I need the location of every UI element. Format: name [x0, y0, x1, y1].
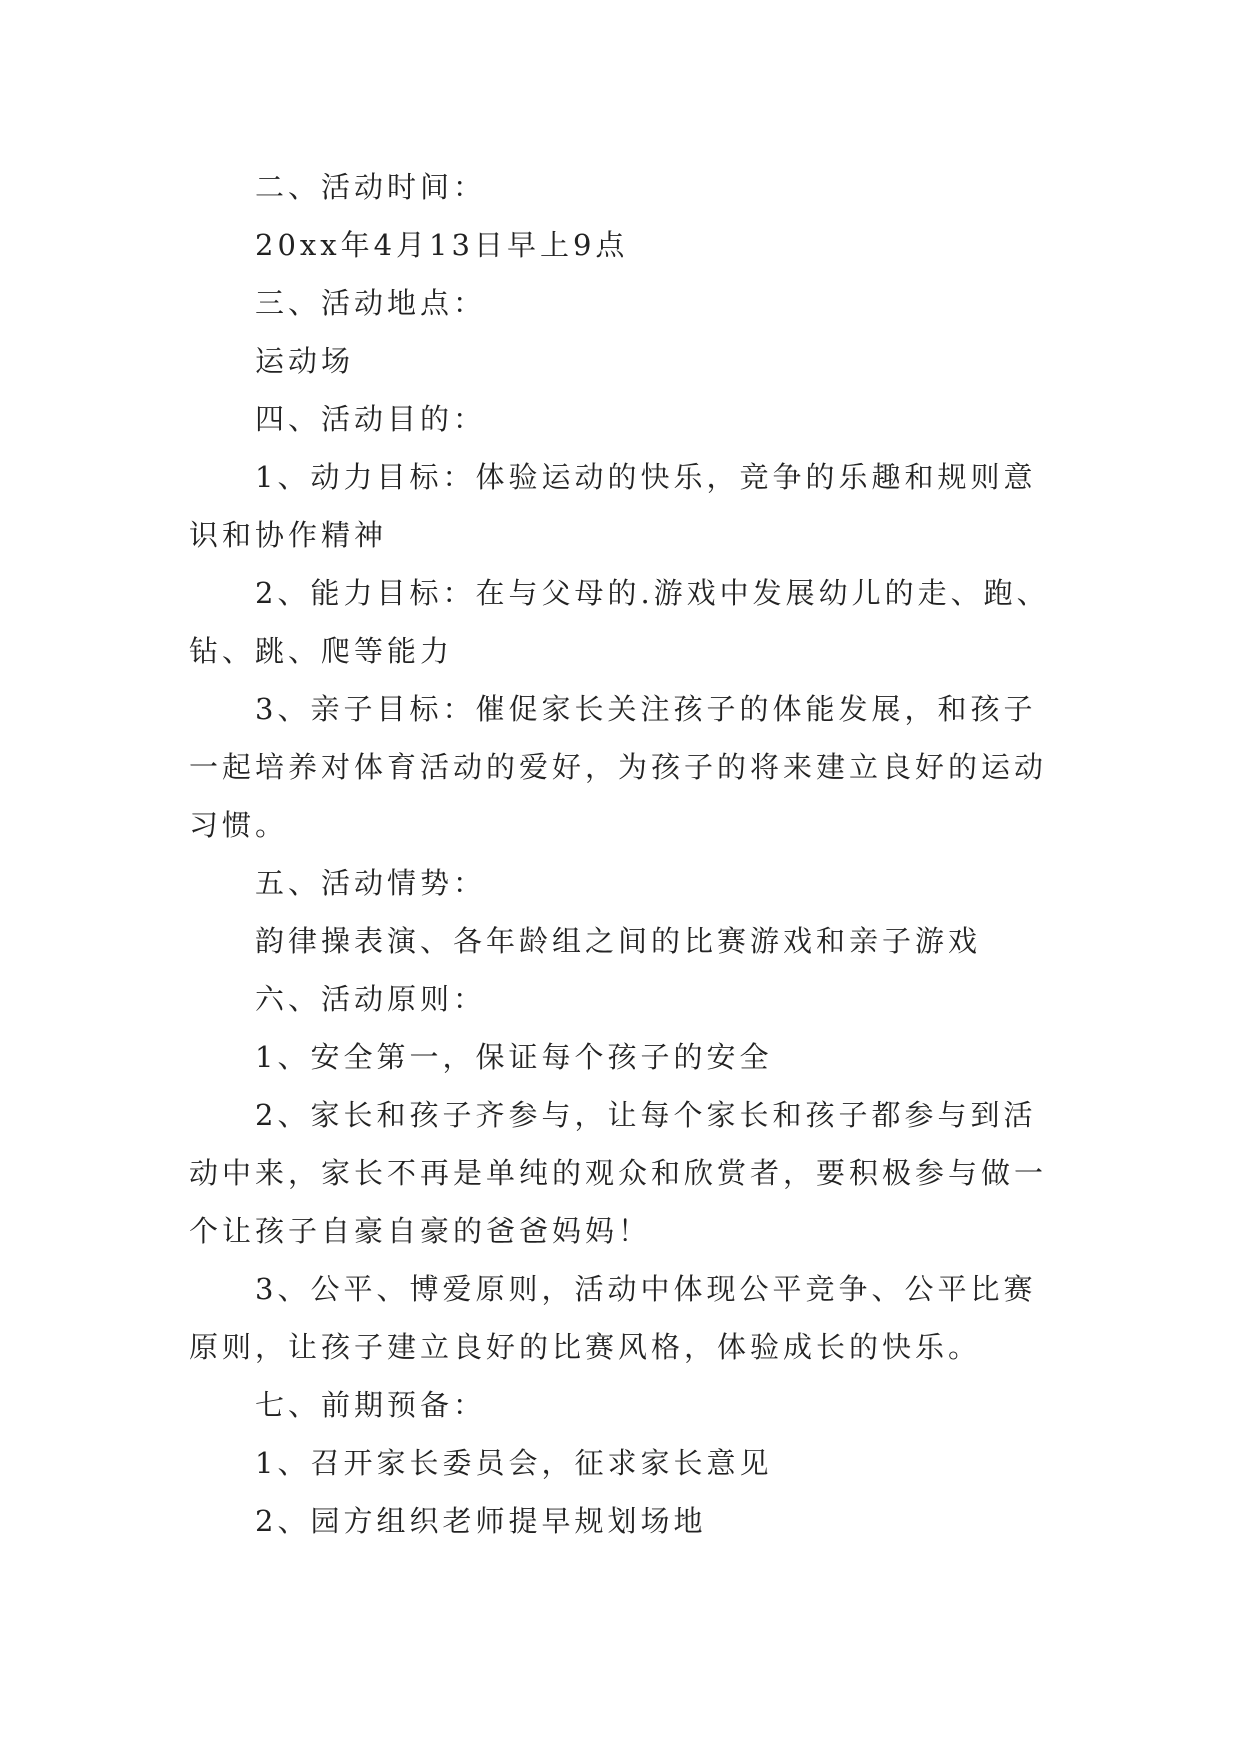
preparation-item-2: 2、园方组织老师提早规划场地 [255, 1504, 707, 1538]
purpose-item-3: 3、亲子目标：催促家长关注孩子的体能发展，和孩子一起培养对体育活动的爱好，为孩子的将来建立良好的运动习惯。 [189, 692, 1048, 842]
section-heading-time: 二、活动时间： [255, 170, 487, 204]
principle-item-2: 2、家长和孩子齐参与，让每个家长和孩子都参与到活动中来，家长不再是单纯的观众和欣赏者，要积极参与做一个让孩子自豪自豪的爸爸妈妈！ [189, 1098, 1048, 1248]
purpose-item-2: 2、能力目标：在与父母的.游戏中发展幼儿的走、跑、钻、跳、爬等能力 [189, 576, 1050, 668]
section-heading-location: 三、活动地点： [255, 286, 487, 320]
section-heading-principles: 六、活动原则： [255, 982, 487, 1016]
section-heading-format: 五、活动情势： [255, 866, 487, 900]
preparation-item-1: 1、召开家长委员会，征求家长意见 [255, 1446, 773, 1480]
section-heading-purpose: 四、活动目的： [255, 402, 487, 436]
activity-location: 运动场 [255, 344, 355, 378]
principle-item-3: 3、公平、博爱原则，活动中体现公平竞争、公平比赛原则，让孩子建立良好的比赛风格，体验成长的快乐。 [189, 1272, 1037, 1364]
section-heading-preparation: 七、前期预备： [255, 1388, 487, 1422]
activity-time: 20xx年4月13日早上9点 [255, 228, 629, 262]
principle-item-1: 1、安全第一，保证每个孩子的安全 [255, 1040, 773, 1074]
document-body [189, 158, 1059, 1550]
purpose-item-1: 1、动力目标：体验运动的快乐，竞争的乐趣和规则意识和协作精神 [189, 460, 1037, 552]
activity-format: 韵律操表演、各年龄组之间的比赛游戏和亲子游戏 [255, 924, 982, 958]
